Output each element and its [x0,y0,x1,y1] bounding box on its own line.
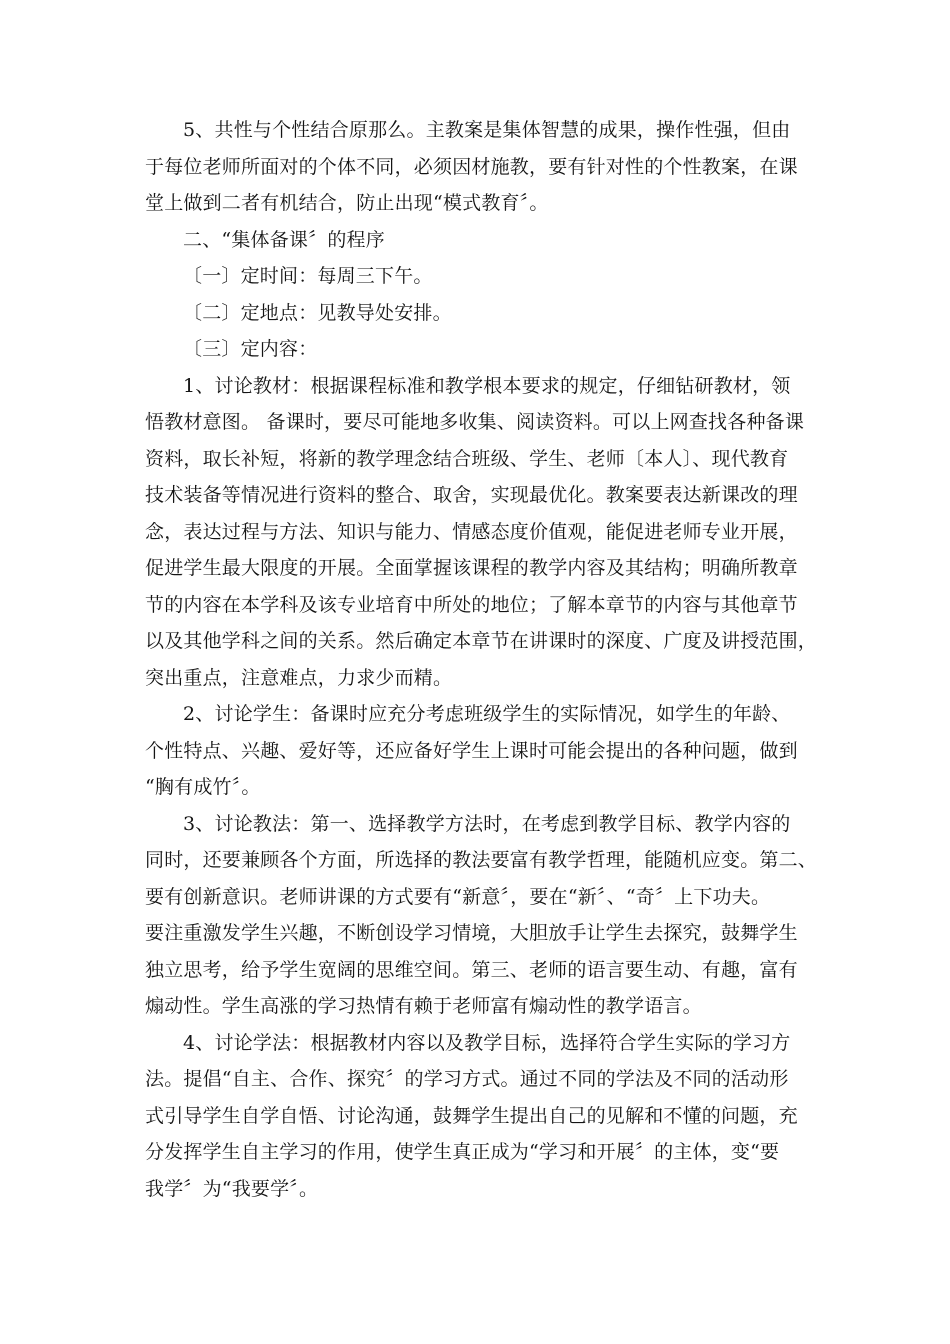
text-line: 〔一〕定时间：每周三下午。 [183,265,433,287]
text-line: 4、讨论学法：根据教材内容以及教学目标，选择符合学生实际的学习方 [183,1031,791,1054]
text-line: 于每位老师所面对的个体不同，必须因材施教，要有针对性的个性教案，在课 [145,155,798,178]
text-line: 式引导学生自学自悟、讨论沟通，鼓舞学生提出自己的见解和不懂的问题，充 [145,1104,798,1127]
text-line: 悟教材意图。 备课时，要尽可能地多收集、阅读资料。可以上网查找各种备课 [145,411,805,433]
text-line: 节的内容在本学科及该专业培育中所处的地位；了解本章节的内容与其他章节 [145,593,798,616]
paragraph-discuss-teaching-methods [145,806,818,1025]
text-line: 突出重点，注意难点，力求少而精。 [145,666,453,689]
paragraph-content [145,331,810,368]
text-line: 3、讨论教法：第一、选择教学方法时，在考虑到教学目标、教学内容的 [183,812,791,835]
text-line: 煽动性。学生高涨的学习热情有赖于老师富有煽动性的教学语言。 [145,995,702,1017]
paragraph-discuss-students [145,696,810,806]
text-line: 独立思考，给予学生宽阔的思维空间。第三、老师的语言要生动、有趣，富有 [145,958,798,981]
text-line: “胸有成竹〞。 [145,776,261,798]
document-body [145,112,818,1207]
text-line: 5、共性与个性结合原那么。主教案是集体智慧的成果，操作性强，但由 [183,119,791,141]
section-heading-procedure [145,222,810,259]
text-line: 分发挥学生自主学习的作用，使学生真正成为“学习和开展〞的主体，变“要 [145,1141,780,1163]
text-line: 同时，还要兼顾各个方面，所选择的教法要富有教学哲理，能随机应变。第二、 [145,849,818,871]
text-line: 堂上做到二者有机结合，防止出现“模式教育〞。 [145,192,549,214]
text-line: 念，表达过程与方法、知识与能力、情感态度价值观，能促进老师专业开展， [145,520,798,543]
paragraph-location [145,295,810,332]
text-line: 以及其他学科之间的关系。然后确定本章节在讲课时的深度、广度及讲授范围， [145,630,818,652]
text-line: 法。提倡“自主、合作、探究〞的学习方式。通过不同的学法及不同的活动形 [145,1068,789,1090]
text-line: 资料，取长补短，将新的教学理念结合班级、学生、老师〔本人〕、现代教育 [145,447,789,470]
text-line: 要有创新意识。老师讲课的方式要有“新意〞，要在“新〞、“奇〞上下功夫。 [145,885,771,908]
text-line: 促进学生最大限度的开展。全面掌握该课程的教学内容及其结构；明确所教章 [145,557,798,579]
text-line: 1、讨论教材：根据课程标准和教学根本要求的规定，仔细钻研教材，领 [183,374,791,397]
text-line: 〔三〕定内容： [183,338,318,360]
paragraph-principle-5 [145,112,810,222]
paragraph-discuss-learning-methods [145,1025,810,1208]
text-line: 技术装备等情况进行资料的整合、取舍，实现最优化。教案要表达新课改的理 [145,484,798,506]
text-line: 二、“集体备课〞的程序 [183,228,385,251]
text-line: 2、讨论学生：备课时应充分考虑班级学生的实际情况，如学生的年龄、 [183,703,791,725]
paragraph-time [145,258,810,295]
text-line: 〔二〕定地点：见教导处安排。 [183,301,452,324]
text-line: 要注重激发学生兴趣，不断创设学习情境，大胆放手让学生去探究，鼓舞学生 [145,922,798,944]
text-line: 个性特点、兴趣、爱好等，还应备好学生上课时可能会提出的各种问题，做到 [145,739,798,762]
paragraph-discuss-materials [145,368,818,697]
text-line: 我学〞为“我要学〞。 [145,1177,319,1200]
